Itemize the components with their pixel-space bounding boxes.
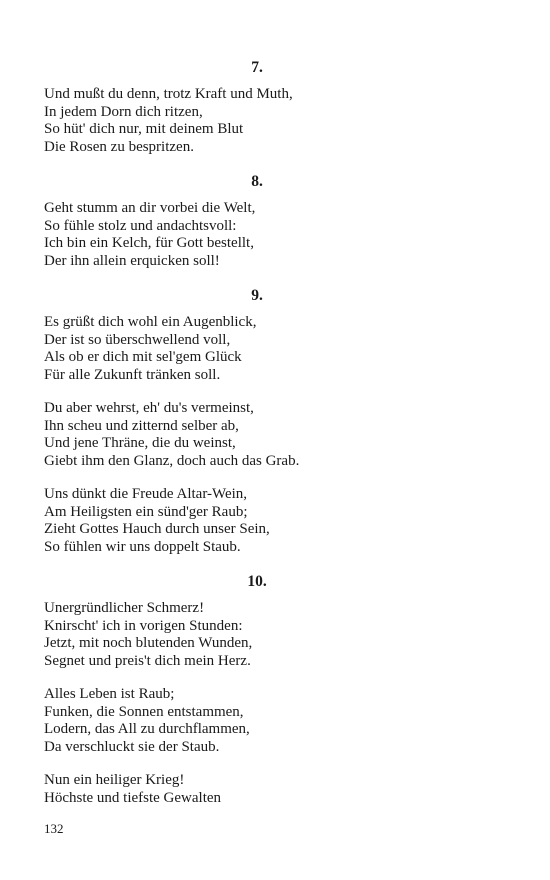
- verse-line: Und mußt du denn, trotz Kraft und Muth,: [44, 86, 293, 102]
- verse-line: Ich bin ein Kelch, für Gott bestellt,: [44, 235, 254, 251]
- verse-line: Höchste und tiefste Gewalten: [44, 789, 222, 806]
- verse-line: So fühle stolz und andachtsvoll:: [44, 217, 237, 234]
- verse-line: Da verschluckt sie der Staub.: [44, 738, 220, 755]
- verse-line: Nun ein heiliger Krieg!: [44, 772, 185, 788]
- poem-section-7: [44, 58, 468, 156]
- stanza: [44, 486, 468, 556]
- verse-line: Giebt ihm den Glanz, doch auch das Grab.: [44, 452, 300, 469]
- verse-line: Knirscht' ich in vorigen Stunden:: [44, 617, 243, 634]
- stanza: [44, 86, 468, 156]
- verse-line: Segnet und preis't dich mein Herz.: [44, 652, 251, 669]
- section-number: 9.: [251, 287, 263, 304]
- verse-line: Du aber wehrst, eh' du's vermeinst,: [44, 400, 254, 416]
- section-number: 7.: [251, 59, 263, 76]
- verse-line: Der ihn allein erquicken soll!: [44, 252, 220, 269]
- section-number: 10.: [247, 573, 267, 590]
- verse-line: Ihn scheu und zitternd selber ab,: [44, 417, 239, 434]
- verse-line: Uns dünkt die Freude Altar-Wein,: [44, 486, 248, 502]
- poem-section-8: [44, 172, 468, 270]
- stanza: [44, 200, 468, 270]
- verse-line: Funken, die Sonnen entstammen,: [44, 703, 244, 720]
- verse-line: Lodern, das All zu durchflammen,: [44, 721, 250, 737]
- verse-line: Der ist so überschwellend voll,: [44, 331, 231, 348]
- verse-line: Jetzt, mit noch blutenden Wunden,: [44, 635, 253, 651]
- stanza: [44, 314, 468, 384]
- page-number: 132: [44, 821, 64, 836]
- verse-line: Die Rosen zu bespritzen.: [44, 138, 194, 155]
- stanza: [44, 686, 468, 756]
- verse-line: Als ob er dich mit sel'gem Glück: [44, 349, 242, 365]
- verse-line: Zieht Gottes Hauch durch unser Sein,: [44, 521, 270, 537]
- verse-line: Und jene Thräne, die du weinst,: [44, 435, 236, 451]
- stanza: [44, 400, 468, 470]
- verse-line: Es grüßt dich wohl ein Augenblick,: [44, 314, 257, 330]
- poem-section-9: [44, 286, 468, 556]
- poem-page: [44, 58, 468, 823]
- stanza: [44, 772, 468, 807]
- stanza: [44, 600, 468, 670]
- verse-line: Unergründlicher Schmerz!: [44, 600, 205, 616]
- section-number: 8.: [251, 173, 263, 190]
- poem-section-10: [44, 572, 468, 807]
- verse-line: Für alle Zukunft tränken soll.: [44, 366, 221, 383]
- verse-line: Geht stumm an dir vorbei die Welt,: [44, 200, 256, 216]
- verse-line: Alles Leben ist Raub;: [44, 686, 175, 702]
- verse-line: Am Heiligsten ein sünd'ger Raub;: [44, 503, 248, 520]
- verse-line: So fühlen wir uns doppelt Staub.: [44, 538, 241, 555]
- verse-line: In jedem Dorn dich ritzen,: [44, 103, 203, 120]
- verse-line: So hüt' dich nur, mit deinem Blut: [44, 121, 244, 137]
